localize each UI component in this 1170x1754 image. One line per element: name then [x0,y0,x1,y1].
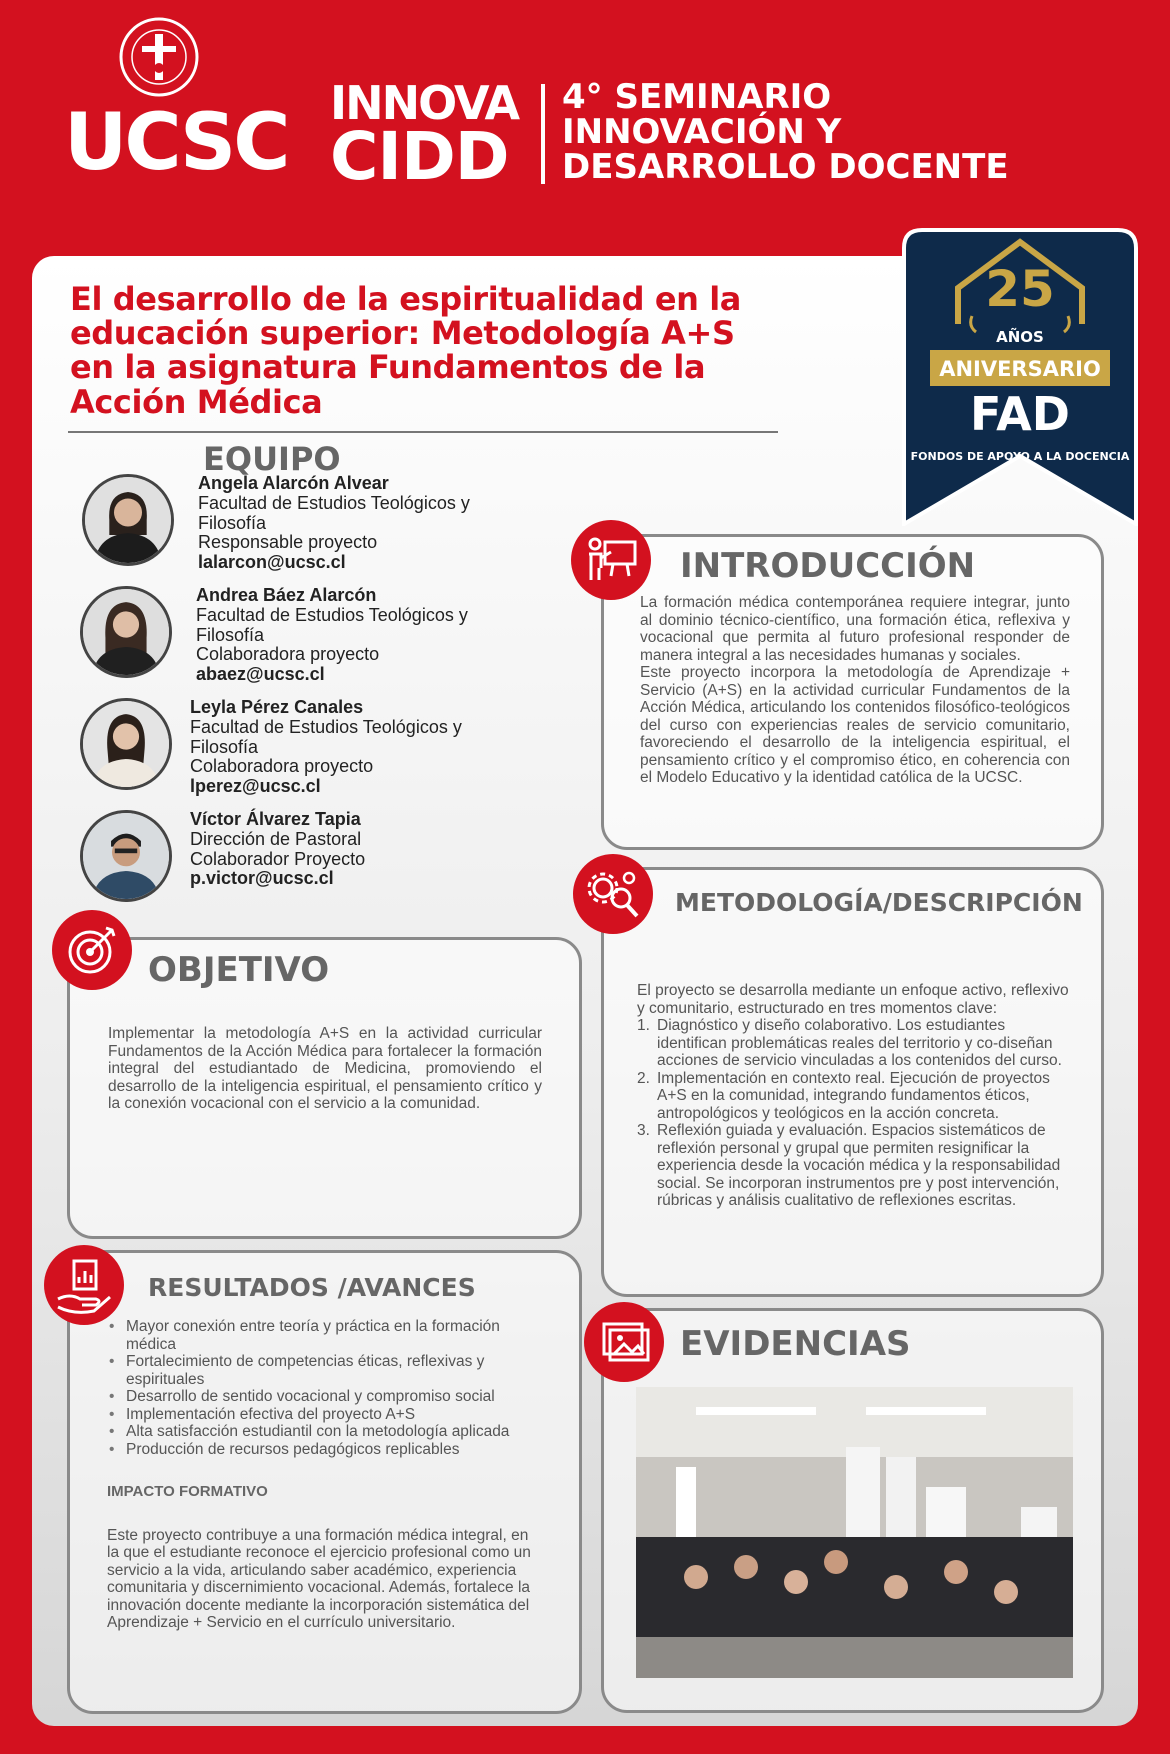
results-text [107,1318,537,1632]
member-name: Víctor Álvarez Tapia [190,809,361,829]
team-member [80,810,365,902]
introduction-text [640,594,1070,787]
member-line: Filosofía [196,624,265,645]
brand-line-1: INNOVA [330,76,519,130]
badge-ribbon: ANIVERSARIO [939,357,1101,381]
methodology-intro: El proyecto se desarrolla mediante un enfoque activo, reflexivo y comunitario, estructurado en tres momentos clave: [637,982,1069,1017]
list-item [637,1122,1069,1210]
member-line: Facultad de Estudios Teológicos y [190,716,462,737]
step-number: 3. [637,1122,650,1139]
team-member [80,586,468,685]
list-item: • Alta satisfacción estudiantil con la metodología aplicada [107,1423,537,1441]
presentation-icon [571,520,651,600]
list-item: • Mayor conexión entre teoría y práctica en la formación médica [107,1318,537,1353]
avatar [80,810,172,902]
list-item [637,1070,1069,1123]
list-item: • Desarrollo de sentido vocacional y compromiso social [107,1388,537,1406]
objective-text: Implementar la metodología A+S en la actividad curricular Fundamentos de la Acción Médica para fortalecer la formación integral del estudiantado de Medicina, promoviendo el desarrollo de la inteligencia espiritual, el pensamiento crítico y la conexión vocacional con el servicio a la comunidad. [108,1025,542,1112]
list-item: • Fortalecimiento de competencias éticas, reflexivas y espirituales [107,1353,537,1388]
title-line: Acción Médica [70,382,323,421]
title-line: educación superior: Metodología A+S [70,314,735,353]
team-member [82,474,470,573]
target-icon [52,910,132,990]
avatar [80,586,172,678]
list-item [637,1017,1069,1070]
member-line: Dirección de Pastoral [190,828,362,849]
title-line: en la asignatura Fundamentos de la [70,348,706,387]
member-line: Facultad de Estudios Teológicos y [196,604,468,625]
brand-line-2: CIDD [330,117,509,195]
impact-text: Este proyecto contribuye a una formación médica integral, en la que el estudiante reconoce el ejercicio profesional como un servicio a la vida, articulando saber académico, experiencia comunitaria y discernimiento vocacional. Además, fortalece la innovación docente mediante la incorporación sistemática del Aprendizaje + Servicio en el currículo universitario. [107,1526,531,1632]
badge-number: 25 [985,260,1055,318]
results-heading: RESULTADOS /AVANCES [148,1273,476,1302]
title-divider [68,431,778,433]
team-member [80,698,462,797]
team-heading: EQUIPO [203,440,341,478]
ucsc-logo: UCSC [64,98,288,188]
step-text: Reflexión guiada y evaluación. Espacios sistemáticos de reflexión personal y grupal que permiten resignificar la experiencia desde la vocación médica y la responsabilidad social. Se incorporan instrumentos pre y post intervención, rúbricas y análisis cualitativo de reflexiones escritas. [657,1122,1061,1209]
member-line: Filosofía [198,512,267,533]
step-number: 2. [637,1069,650,1087]
objective-heading: OBJETIVO [148,950,330,990]
seminar-line: INNOVACIÓN Y [562,112,842,153]
member-role: Responsable proyecto [198,532,378,553]
avatar [80,698,172,790]
badge-acronym: FAD [970,387,1070,441]
introduction-paragraph: Este proyecto incorpora la metodología de Aprendizaje + Servicio (A+S) en la actividad curricular Fundamentos de la Acción Médica, articulando los contenidos filosófico-teológicos del curso con experiencias reales de servicio comunitario, favoreciendo el desarrollo de la inteligencia espiritual, el pensamiento crítico y el compromiso ético, en coherencia con el Modelo Educativo y la identidad católica de la UCSC. [640,664,1070,786]
member-name: Andrea Báez Alarcón [196,585,377,605]
step-number: 1. [637,1017,650,1034]
innova-cidd-logo [330,76,519,195]
list-item: • Implementación efectiva del proyecto A+S [107,1406,537,1424]
avatar [82,474,174,566]
step-text: Diagnóstico y diseño colaborativo. Los estudiantes identifican problemáticas reales del territorio y co-diseñan acciones de servicio vinculadas a los contenidos del curso. [657,1017,1062,1069]
gear-magnifier-icon [573,854,653,934]
member-role: Colaboradora proyecto [196,644,380,665]
fad-anniversary-badge [900,226,1140,526]
poster-title [70,282,850,419]
member-email[interactable]: lperez@ucsc.cl [190,776,321,797]
list-item: • Producción de recursos pedagógicos replicables [107,1441,537,1459]
member-line: Facultad de Estudios Teológicos y [198,492,470,513]
step-text: Implementación en contexto real. Ejecución de proyectos A+S en la comunidad, integrando fundamentos éticos, antropológicos y teológicos en la acción concreta. [657,1069,1050,1122]
methodology-heading: METODOLOGÍA/DESCRIPCIÓN [675,888,1083,917]
header-divider [541,84,545,184]
title-line: El desarrollo de la espiritualidad en la [70,280,742,318]
report-hand-icon [44,1245,124,1325]
evidence-photo [636,1387,1073,1678]
seminar-line: DESARROLLO DOCENTE [562,147,1009,188]
member-email[interactable]: abaez@ucsc.cl [196,664,325,685]
badge-subtitle: FONDOS DE APOYO A LA DOCENCIA [910,450,1130,463]
university-seal-icon [118,16,200,98]
impact-heading: IMPACTO FORMATIVO [107,1483,268,1500]
member-name: Angela Alarcón Alvear [198,473,389,493]
badge-unit: AÑOS [996,328,1044,346]
introduction-paragraph: La formación médica contemporánea requiere integrar, junto al dominio técnico-científico, una formación ética, reflexiva y vocacional que permita al futuro profesional responder de manera integral a las necesidades humanas y sociales. [640,594,1070,664]
member-name: Leyla Pérez Canales [190,697,364,717]
evidence-heading: EVIDENCIAS [680,1324,911,1364]
introduction-heading: INTRODUCCIÓN [680,546,976,586]
member-line: Filosofía [190,736,259,757]
member-email[interactable]: p.victor@ucsc.cl [190,868,334,889]
photo-gallery-icon [584,1302,664,1382]
member-role: Colaboradora proyecto [190,756,374,777]
methodology-text [637,982,1069,1210]
member-role: Colaborador Proyecto [190,848,366,869]
member-email[interactable]: lalarcon@ucsc.cl [198,552,346,573]
seminar-line: 4° SEMINARIO [562,77,832,117]
seminar-title [562,77,1009,188]
